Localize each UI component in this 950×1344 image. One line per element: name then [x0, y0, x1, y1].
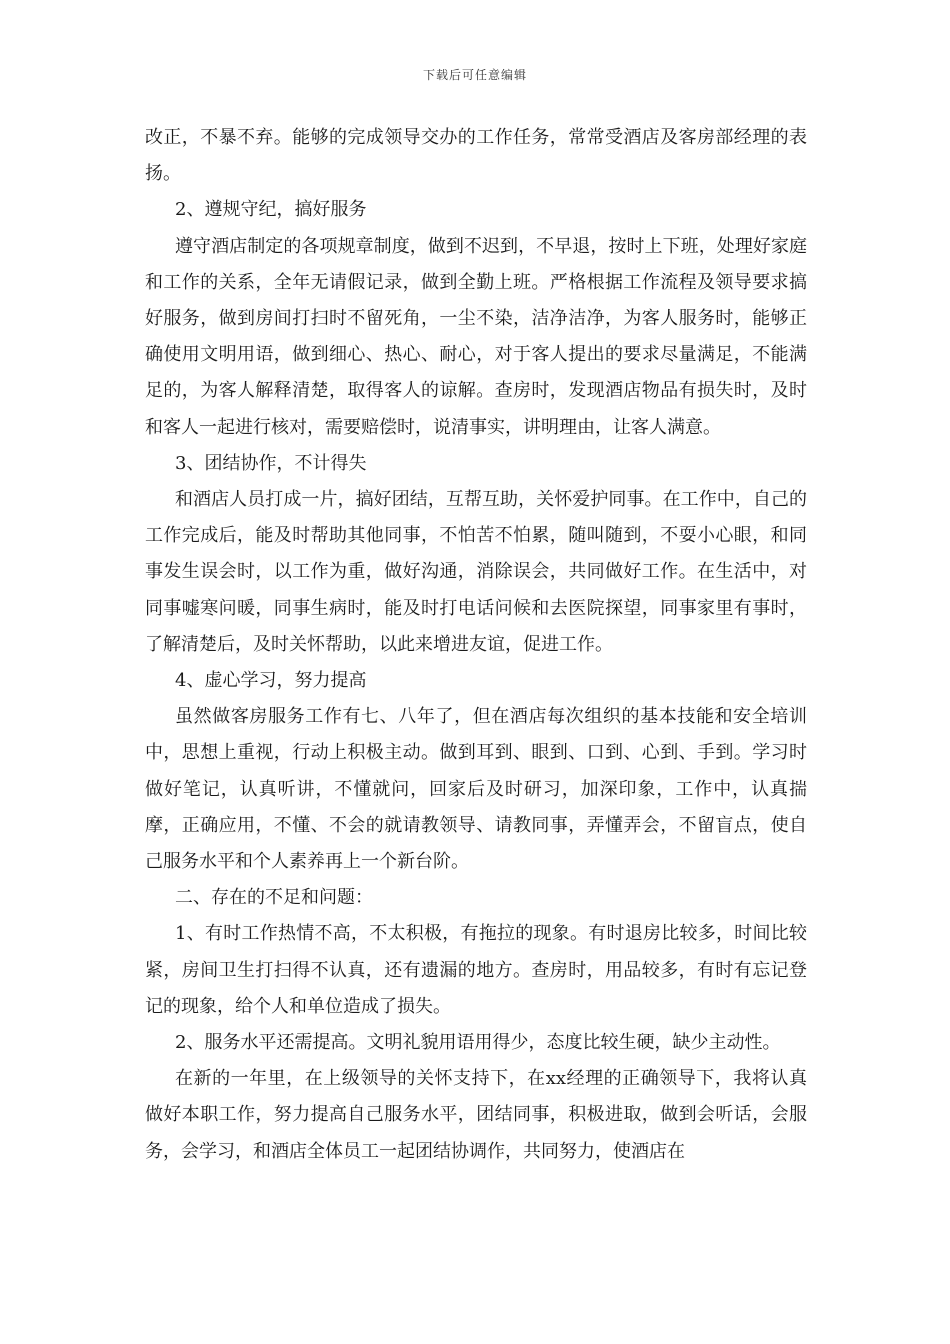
paragraph-shortcoming-2: 2、服务水平还需提高。文明礼貌用语用得少，态度比较生硬，缺少主动性。	[175, 1032, 781, 1054]
page-header: 下载后可任意编辑	[422, 68, 527, 82]
paragraph-teamwork: 和酒店人员打成一片，搞好团结，互帮互助，关怀爱护同事。在工作中，自己的工作完成后，能及时帮助其他同事，不怕苦不怕累，随叫随到，不耍小心眼，和同事发生误会时，以工作为重，做好沟通，消除误会，共同做好工作。在生活中，对同事嘘寒问暖，同事生病时，能及时打电话问候和去医院探望，同事家里有事时，了解清楚后，及时关怀帮助，以此来增进友谊，促进工作。	[145, 489, 807, 655]
paragraph-discipline: 遵守酒店制定的各项规章制度，做到不迟到，不早退，按时上下班，处理好家庭和工作的关系，全年无请假记录，做到全勤上班。严格根据工作流程及领导要求搞好服务，做到房间打扫时不留死角，一尘不染，洁净洁净，为客人服务时，能够正确使用文明用语，做到细心、热心、耐心，对于客人提出的要求尽量满足，不能满足的，为客人解释清楚，取得客人的谅解。查房时，发现酒店物品有损失时，及时和客人一起进行核对，需要赔偿时，说清事实，讲明理由，让客人满意。	[145, 235, 807, 438]
document-body	[145, 120, 807, 1170]
paragraph-shortcoming-1: 1、有时工作热情不高，不太积极，有拖拉的现象。有时退房比较多，时间比较紧，房间卫生打扫得不认真，还有遗漏的地方。查房时，用品较多，有时有忘记登记的现象，给个人和单位造成了损失。	[145, 923, 807, 1017]
paragraph-learning: 虽然做客房服务工作有七、八年了，但在酒店每次组织的基本技能和安全培训中，思想上重视，行动上积极主动。做到耳到、眼到、口到、心到、手到。学习时做好笔记，认真听讲，不懂就问，回家后及时研习，加深印象，工作中，认真揣摩，正确应用，不懂、不会的就请教领导、请教同事，弄懂弄会，不留盲点，使自己服务水平和个人素养再上一个新台阶。	[145, 706, 807, 873]
paragraph-continuation: 改正，不暴不弃。能够的完成领导交办的工作任务，常常受酒店及客房部经理的表扬。	[145, 127, 807, 185]
section-heading-shortcomings: 二、存在的不足和问题：	[175, 887, 373, 909]
paragraph-outlook: 在新的一年里，在上级领导的关怀支持下，在xx经理的正确领导下，我将认真做好本职工作，努力提高自己服务水平，团结同事，积极进取，做到会听话，会服务，会学习，和酒店全体员工一起团结协调作，共同努力，使酒店在	[145, 1068, 807, 1162]
section-heading-teamwork: 3、团结协作，不计得失	[175, 452, 367, 474]
section-heading-discipline: 2、遵规守纪，搞好服务	[175, 199, 367, 221]
section-heading-learning: 4、虚心学习，努力提高	[175, 670, 367, 692]
